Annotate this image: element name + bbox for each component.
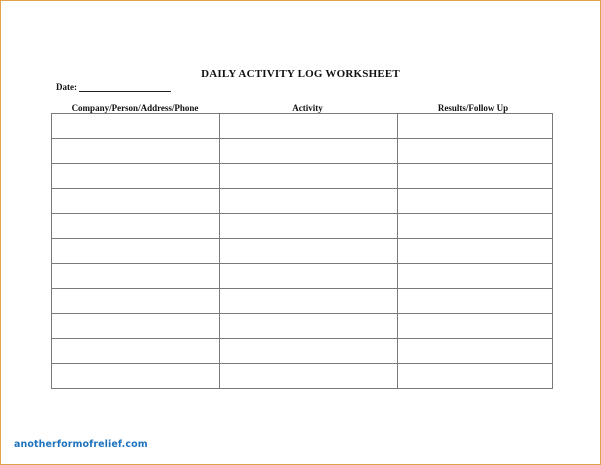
table-cell[interactable] (52, 164, 220, 189)
table-row (52, 239, 553, 264)
date-label: Date: (56, 82, 77, 92)
table-cell[interactable] (398, 214, 553, 239)
table-row (52, 364, 553, 389)
table-cell[interactable] (52, 339, 220, 364)
table-cell[interactable] (220, 289, 398, 314)
table-cell[interactable] (52, 314, 220, 339)
column-header-company: Company/Person/Address/Phone (71, 103, 199, 113)
table-row (52, 289, 553, 314)
table-row (52, 164, 553, 189)
table-cell[interactable] (52, 239, 220, 264)
table-cell[interactable] (220, 264, 398, 289)
table-cell[interactable] (398, 239, 553, 264)
date-field (56, 82, 171, 92)
table-row (52, 214, 553, 239)
date-blank-line[interactable] (79, 82, 171, 92)
table-cell[interactable] (52, 139, 220, 164)
table-row (52, 314, 553, 339)
table-cell[interactable] (52, 189, 220, 214)
table-cell[interactable] (398, 339, 553, 364)
table-cell[interactable] (398, 289, 553, 314)
table-cell[interactable] (398, 139, 553, 164)
table-cell[interactable] (220, 214, 398, 239)
table-cell[interactable] (398, 164, 553, 189)
table-row (52, 114, 553, 139)
table-cell[interactable] (220, 164, 398, 189)
table-cell[interactable] (398, 189, 553, 214)
table-cell[interactable] (52, 289, 220, 314)
table-cell[interactable] (52, 264, 220, 289)
table-row (52, 139, 553, 164)
column-header-results: Results/Follow Up (437, 103, 509, 113)
table-cell[interactable] (52, 114, 220, 139)
table-cell[interactable] (398, 364, 553, 389)
table-row (52, 264, 553, 289)
table-cell[interactable] (398, 264, 553, 289)
table-cell[interactable] (398, 114, 553, 139)
table-cell[interactable] (52, 364, 220, 389)
table-row (52, 339, 553, 364)
table-cell[interactable] (220, 189, 398, 214)
table-cell[interactable] (220, 139, 398, 164)
table-cell[interactable] (398, 314, 553, 339)
table-cell[interactable] (220, 239, 398, 264)
table-cell[interactable] (220, 364, 398, 389)
source-watermark: anotherformofrelief.com (14, 439, 148, 450)
table-cell[interactable] (220, 114, 398, 139)
column-header-activity: Activity (292, 103, 323, 113)
activity-log-table (51, 113, 553, 389)
table-cell[interactable] (220, 339, 398, 364)
table-cell[interactable] (220, 314, 398, 339)
table-row (52, 189, 553, 214)
table-cell[interactable] (52, 214, 220, 239)
worksheet-title: DAILY ACTIVITY LOG WORKSHEET (201, 68, 400, 80)
